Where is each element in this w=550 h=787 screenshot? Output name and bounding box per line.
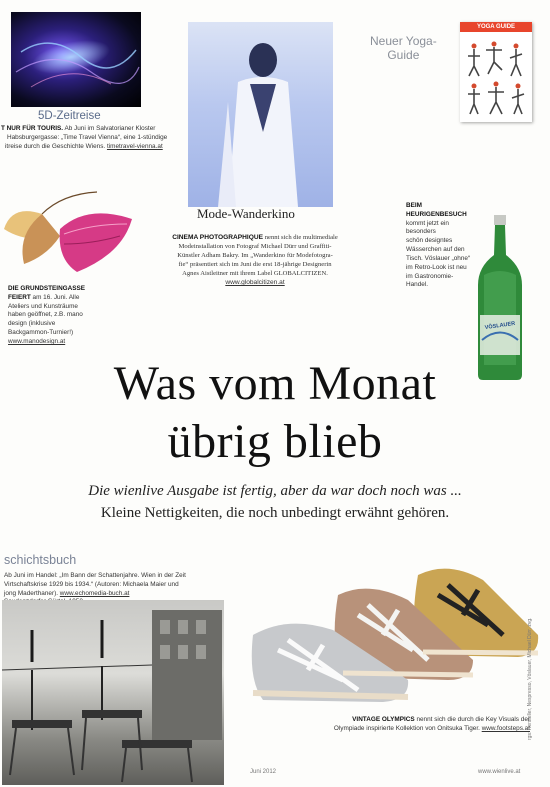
footer-date: Juni 2012 bbox=[250, 769, 277, 775]
yoga-guide-book bbox=[460, 22, 532, 122]
leaf-object-photo bbox=[2, 184, 137, 279]
footsteps-link[interactable]: www.footsteps.at bbox=[481, 724, 530, 732]
geschichtsbuch-title: schichtsbuch bbox=[4, 553, 77, 567]
echomedia-link[interactable]: www.echomedia-buch.at bbox=[59, 589, 130, 597]
deck-line2: Kleine Nettigkeiten, die noch unbedingt erwähnt gehören. bbox=[100, 505, 450, 521]
photo-credits: rgs: Hersteller, Nespresso, Vöslauer, Michael Dürr, zvg. bbox=[527, 617, 533, 740]
time-travel-photo bbox=[11, 12, 141, 107]
mode-title: Mode-Wanderkino bbox=[197, 206, 295, 221]
heurigen-text: BEIM HEURIGENBESUCH kommt jetzt ein besonders schön designtes Wässerchen auf den Tisch. Vöslauer „ohne“ im Retro-Look ist neu im Gastronomie- Handel. bbox=[406, 202, 471, 289]
yoga-heading: Neuer Yoga- Guide bbox=[370, 34, 437, 63]
time-travel-body: T NUR FÜR TOURIS. Ab Juni im Salvatorianer Kloster Habsburgergasse: „Time Travel Vienna“, eine 1-stündige itreise durch die Geschichte Wiens. timetravel-vienna.at bbox=[1, 125, 168, 150]
time-travel-title: 5D-Zeitreise bbox=[38, 110, 101, 122]
grundsteingasse-text: DIE GRUNDSTEINGASSE FEIERT am 16. Juni. Alle Ateliers und Kunsträume haben geöffnet, z.B. mano design (inklusive Backgammon-Turnier!) www.manodesign.at bbox=[8, 285, 86, 345]
mode-body: CINEMA PHOTOGRAPHIQUE nennt sich die multimediale Modeinstallation von Fotograf Michael Dürr und Graffiti- Künstler Adham Bakry. Im „Wanderkino für Modefotogra- fie“ präsentiert sich im Juni die erst 18-jährige Designerin Agnes Aistleitner mit ihrem Label GLOBALCITIZEN. www.globalcitizen.at bbox=[172, 234, 338, 287]
geschichtsbuch-body: Ab Juni im Handel: „Im Bann der Schattenjahre. Wien in der Zeit Virtschaftskrise 1929 bis 1934.“ (Autoren: Michaela Maier und jong Maderthaner). www.echomedia-buch.at bbox=[4, 572, 186, 597]
footer-url[interactable]: www.wienlive.at bbox=[478, 769, 521, 775]
headline-line1: Was vom Monat bbox=[113, 357, 437, 410]
voeslauer-bottle bbox=[474, 215, 526, 380]
manodesign-link[interactable]: www.manodesign.at bbox=[8, 337, 66, 345]
bottle-label: VÖSLAUER bbox=[484, 320, 516, 332]
onitsuka-sneakers-photo bbox=[248, 555, 543, 710]
yoga-book-title: YOGA GUIDE bbox=[460, 22, 532, 32]
time-travel-link[interactable]: timetravel-vienna.at bbox=[106, 142, 163, 150]
headline-line2: übrig blieb bbox=[167, 415, 383, 468]
deck-line1: Die wienlive Ausgabe ist fertig, aber da war doch noch was ... bbox=[88, 483, 462, 499]
mode-link[interactable]: www.globalcitizen.at bbox=[225, 279, 285, 287]
vintage-olympics-text: VINTAGE OLYMPICS nennt sich die durch die Key Visuals der Olympiade inspirierte Kollektion von Onitsuka Tiger. www.footsteps.at bbox=[333, 716, 530, 732]
gymnastics-historic-photo bbox=[2, 600, 224, 785]
mode-wanderkino-photo bbox=[188, 22, 333, 207]
